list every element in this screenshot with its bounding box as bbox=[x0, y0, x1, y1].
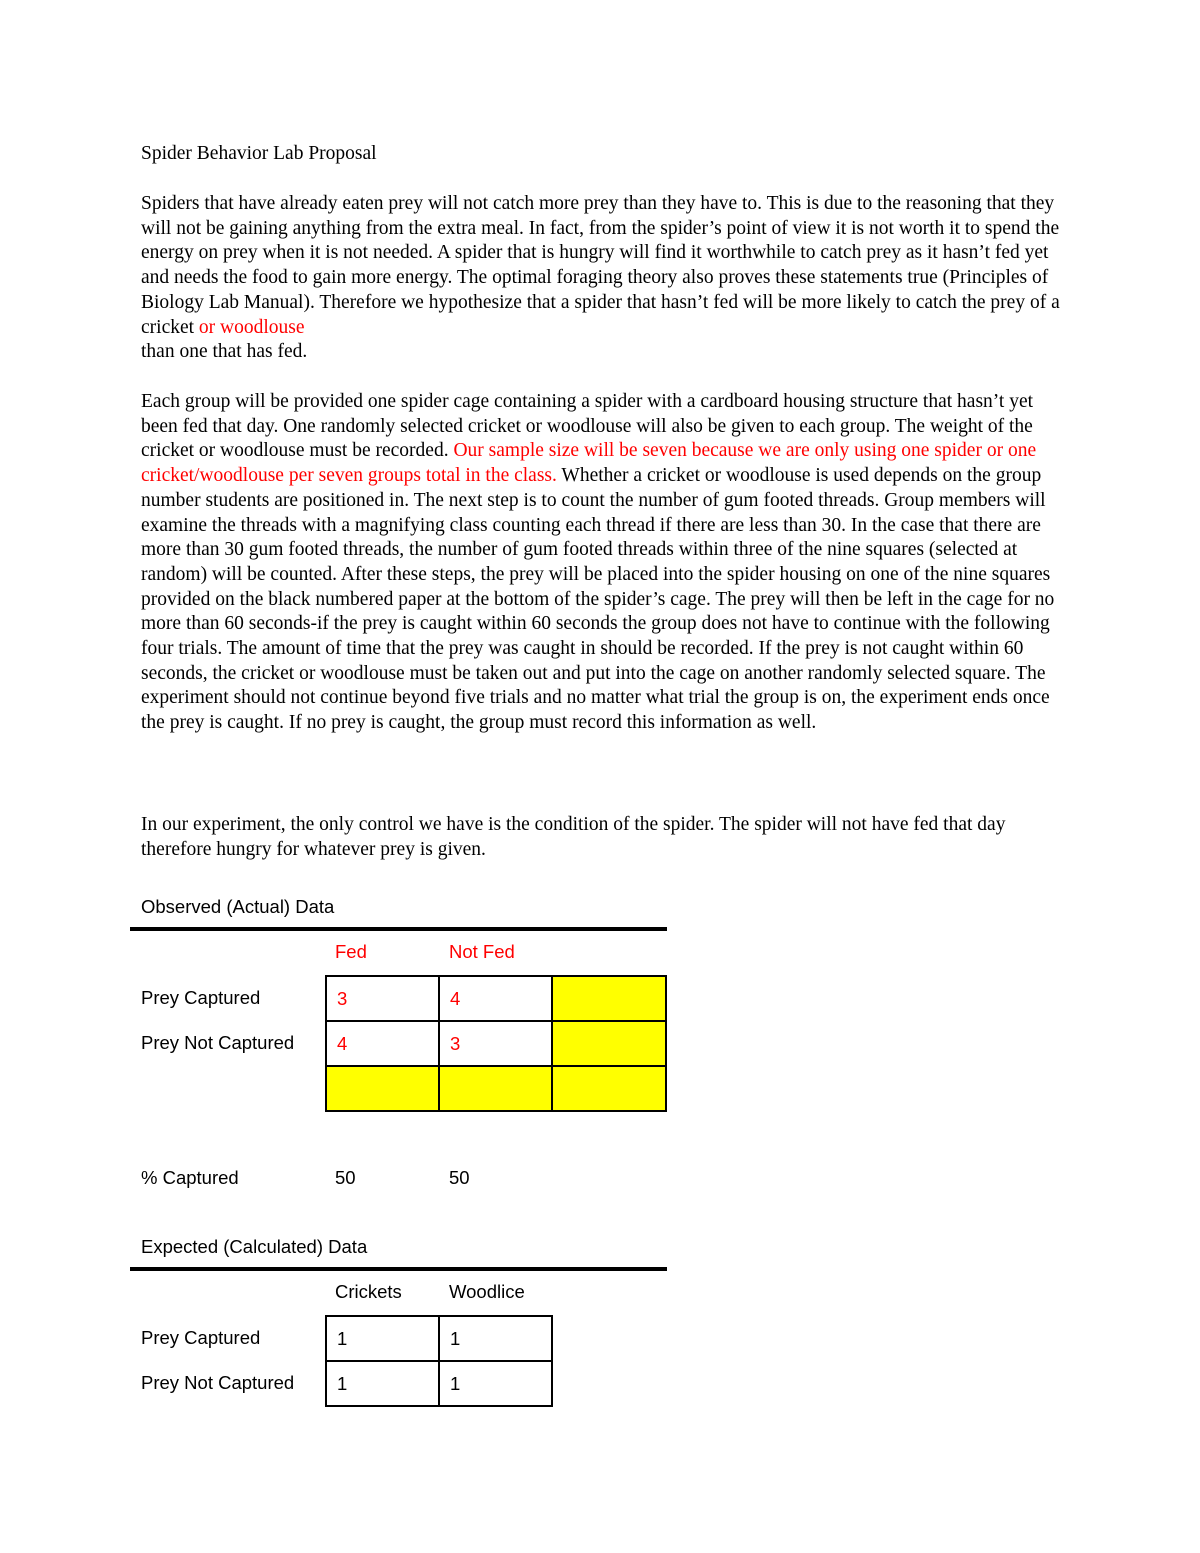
observed-cell-grand-total bbox=[551, 1065, 667, 1112]
expected-col-woodlice: Woodlice bbox=[449, 1281, 525, 1302]
expected-value: 1 bbox=[450, 1373, 461, 1394]
expected-cell-not-captured-woodlice bbox=[438, 1360, 553, 1407]
paragraph-methods-end: Whether a cricket or woodlouse is used depends on the group number students are positioned in. The next step is to count the number of gum footed threads. Group members will examine the threads with a magnifying class counting each thread if there are less than 30. In the case that there are more than 30 gum footed threads, the number of gum footed threads within three of the nine squares (selected at random) will be counted. After these steps, the prey will be placed into the spider housing on one of the nine squares provided on the black numbered paper at the bottom of the spider’s cage. The prey will then be left in the cage for no more than 60 seconds-if the prey is caught within 60 seconds the group does not have to continue with the following four trials. The amount of time that the prey was caught in should be recorded. If the prey is not caught within 60 seconds, the cricket or woodlouse must be taken out and put into the cage on another randomly selected square. The experiment should not continue beyond five trials and no matter what trial the group is on, the experiment ends once the prey is caught. If no prey is caught, the group must record this information as well. bbox=[141, 465, 1055, 734]
observed-cell-total-fed bbox=[325, 1065, 440, 1112]
expected-cell-captured-woodlice bbox=[438, 1315, 553, 1362]
paragraph-hypothesis bbox=[141, 192, 1066, 365]
observed-divider bbox=[130, 927, 667, 931]
observed-value: 3 bbox=[337, 988, 348, 1009]
paragraph-hypothesis-red-text: or woodlouse bbox=[194, 316, 305, 338]
paragraph-hypothesis-end: than one that has fed. bbox=[141, 341, 308, 363]
expected-row-captured: Prey Captured bbox=[141, 1327, 261, 1348]
observed-pct-label: % Captured bbox=[141, 1167, 239, 1188]
expected-value: 1 bbox=[337, 1328, 348, 1349]
expected-value: 1 bbox=[450, 1328, 461, 1349]
observed-cell-total-not-fed bbox=[438, 1065, 553, 1112]
paragraph-methods bbox=[141, 390, 1066, 736]
observed-cell-not-captured-fed bbox=[325, 1020, 440, 1067]
expected-table-title: Expected (Calculated) Data bbox=[141, 1236, 368, 1257]
observed-cell-captured-not-fed bbox=[438, 975, 553, 1022]
observed-row-not-captured: Prey Not Captured bbox=[141, 1032, 295, 1053]
observed-value: 4 bbox=[450, 988, 461, 1009]
paragraph-control bbox=[141, 813, 1066, 862]
observed-pct-fed: 50 bbox=[335, 1167, 356, 1188]
observed-col-not-fed: Not Fed bbox=[449, 941, 515, 962]
paragraph-methods-red-text: Our sample size will be seven because we are only using one spider or one cricket/woodlouse per seven groups total in the class. bbox=[141, 440, 1037, 487]
expected-cell-captured-crickets bbox=[325, 1315, 440, 1362]
expected-cell-not-captured-crickets bbox=[325, 1360, 440, 1407]
observed-col-fed: Fed bbox=[335, 941, 367, 962]
observed-pct-not-fed: 50 bbox=[449, 1167, 470, 1188]
observed-cell-captured-total bbox=[551, 975, 667, 1022]
expected-row-not-captured: Prey Not Captured bbox=[141, 1372, 295, 1393]
observed-value: 3 bbox=[450, 1033, 461, 1054]
observed-cell-not-captured-not-fed bbox=[438, 1020, 553, 1067]
expected-divider bbox=[130, 1267, 667, 1271]
paragraph-control-text: In our experiment, the only control we have is the condition of the spider. The spider will not have fed that day therefore hungry for whatever prey is given. bbox=[141, 814, 1006, 860]
expected-value: 1 bbox=[337, 1373, 348, 1394]
observed-value: 4 bbox=[337, 1033, 348, 1054]
observed-table-title: Observed (Actual) Data bbox=[141, 896, 335, 917]
observed-cell-captured-fed bbox=[325, 975, 440, 1022]
expected-col-crickets: Crickets bbox=[335, 1281, 402, 1302]
observed-row-captured: Prey Captured bbox=[141, 987, 261, 1008]
paragraph-hypothesis-text: Spiders that have already eaten prey will not catch more prey than they have to. This is due to the reasoning that they will not be gaining anything from the extra meal. In fact, from the spider’s point of view it is not worth it to spend the energy on prey when it is not needed. A spider that is hungry will find it worthwhile to catch prey as it hasn’t fed yet and needs the food to gain more energy. The optimal foraging theory also proves these statements true (Principles of Biology Lab Manual). Therefore we hypothesize that a spider that hasn’t fed will be more likely to catch the prey of a cricket bbox=[141, 193, 1060, 338]
observed-cell-not-captured-total bbox=[551, 1020, 667, 1067]
paragraph-methods-text: Each group will be provided one spider cage containing a spider with a cardboard housing structure that hasn’t yet been fed that day. One randomly selected cricket or woodlouse will also be given to each group. The weight of the cricket or woodlouse must be recorded. bbox=[141, 391, 1034, 462]
document-title: Spider Behavior Lab Proposal bbox=[141, 143, 377, 164]
